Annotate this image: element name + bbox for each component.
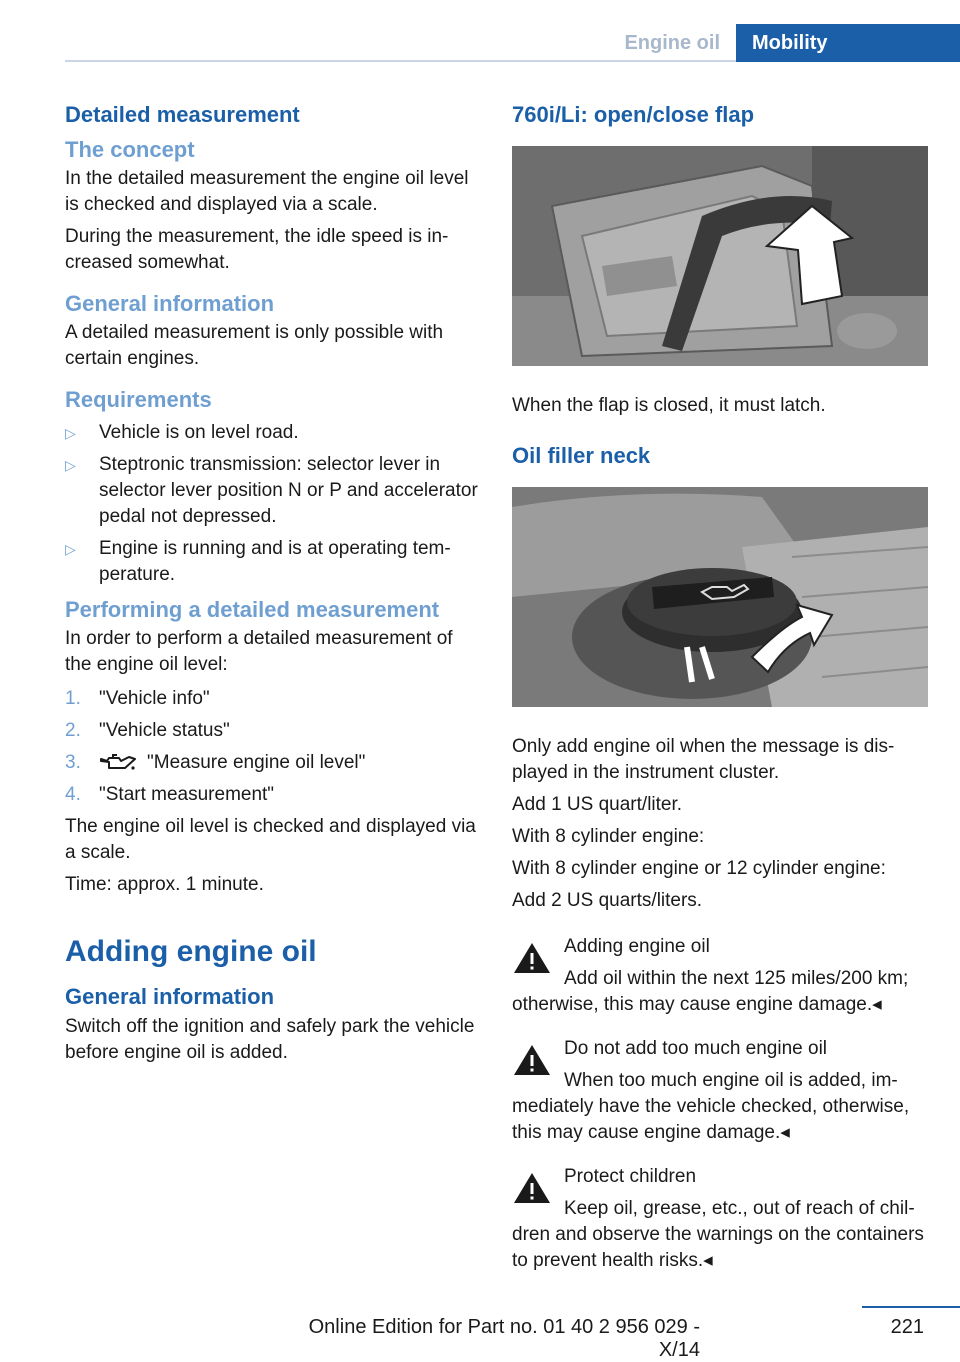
heading-general-information-2: General information [65, 984, 275, 1009]
heading-oil-filler-neck: Oil filler neck [512, 443, 651, 468]
header-section-title: Engine oil [624, 32, 720, 54]
list-item: ▷ Engine is running and is at operating temperature. [65, 538, 451, 585]
triangle-bullet-icon: ▷ [65, 541, 76, 557]
warning-title: Adding engine oil [564, 936, 710, 957]
header-chapter-tab: Mobility [736, 24, 960, 62]
concept-paragraph-2: During the measurement, the idle speed is increased somewhat. [65, 226, 449, 273]
warning-triangle-icon [512, 1170, 552, 1206]
requirements-list [65, 420, 481, 588]
list-item: 2. "Vehicle status" [65, 720, 230, 741]
warning-protect-children [512, 1164, 928, 1274]
footer-edition: Online Edition for Part no. 01 40 2 956 029 - X/14 [308, 1316, 700, 1361]
neck-paragraph-5: Add 2 US quarts/liters. [512, 890, 703, 911]
heading-open-close-flap: 760i/Li: open/close flap [512, 102, 755, 127]
triangle-bullet-icon: ▷ [65, 457, 76, 473]
list-item: 4. "Start measurement" [65, 784, 275, 805]
time-paragraph: Time: approx. 1 minute. [65, 874, 264, 895]
steps-list [65, 686, 481, 808]
list-item: ▷ Steptronic transmission: selector lever in selector lever position N or P and accelerator pedal not depressed. [65, 454, 478, 527]
neck-paragraph-2: Add 1 US quart/liter. [512, 794, 683, 815]
warning-text: Keep oil, grease, etc., out of reach of children and observe the warnings on the containers to prevent health risks.◂ [512, 1198, 924, 1271]
right-column [512, 100, 928, 1274]
result-paragraph: The engine oil level is checked and displayed via a scale. [65, 816, 476, 863]
warning-triangle-icon [512, 1042, 552, 1078]
heading-requirements: Requirements [65, 387, 212, 412]
heading-general-information: General information [65, 291, 275, 316]
warning-text: When too much engine oil is added, immediately have the vehicle checked, otherwise, this may cause engine damage.◂ [512, 1070, 910, 1143]
list-item: 3. "Measure engine oil level" [65, 752, 366, 773]
warning-triangle-icon [512, 940, 552, 976]
heading-performing-measurement: Performing a detailed measurement [65, 597, 440, 622]
list-item: ▷ Vehicle is on level road. [65, 420, 481, 446]
heading-the-concept: The concept [65, 137, 195, 162]
performing-paragraph: In order to perform a detailed measurement of the engine oil level: [65, 628, 453, 675]
general-paragraph: A detailed measurement is only possible with certain engines. [65, 322, 444, 369]
heading-adding-engine-oil: Adding engine oil [65, 935, 317, 968]
heading-detailed-measurement: Detailed measurement [65, 102, 300, 127]
general-paragraph-2: Switch off the ignition and safely park the vehicle before engine oil is added. [65, 1016, 475, 1063]
page-number: 221 [890, 1316, 924, 1338]
neck-paragraph-3: With 8 cylinder engine: [512, 826, 705, 847]
concept-paragraph-1: In the detailed measurement the engine oil level is checked and displayed via a scale. [65, 168, 469, 215]
oil-filler-neck-photo [512, 487, 928, 707]
neck-paragraph-4: With 8 cylinder engine or 12 cylinder engine: [512, 858, 886, 879]
engine-cover-flap-photo [512, 146, 928, 366]
footer-rule [862, 1306, 960, 1308]
oil-can-icon [99, 753, 137, 773]
triangle-bullet-icon: ▷ [65, 425, 76, 441]
flap-paragraph: When the flap is closed, it must latch. [512, 395, 826, 416]
neck-paragraph-1: Only add engine oil when the message is displayed in the instrument cluster. [512, 736, 895, 783]
warning-adding-oil [512, 934, 928, 1018]
warning-text: Add oil within the next 125 miles/200 km; otherwise, this may cause engine damage.◂ [512, 968, 909, 1015]
left-column [65, 100, 481, 1066]
warning-too-much-oil [512, 1036, 928, 1146]
list-item: 1. "Vehicle info" [65, 688, 210, 709]
warning-title: Protect children [564, 1166, 697, 1187]
warning-title: Do not add too much engine oil [564, 1038, 828, 1059]
